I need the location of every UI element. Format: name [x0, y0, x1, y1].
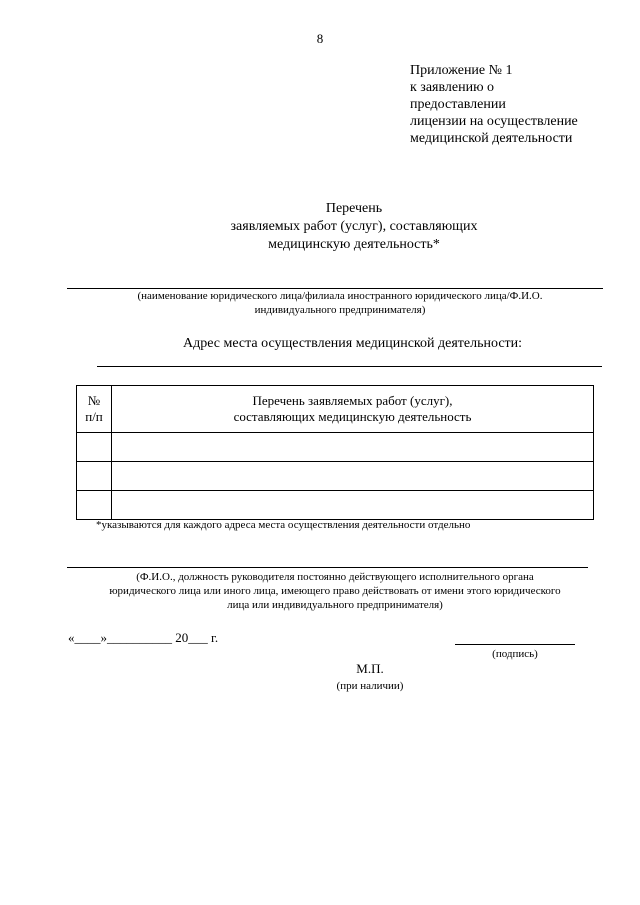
title-line: заявляемых работ (услуг), составляющих [230, 219, 478, 234]
table-row [77, 462, 594, 491]
services-table [76, 385, 594, 520]
appendix-line: к заявлению о [410, 80, 495, 95]
header-text: составляющих медицинскую деятельность [233, 409, 472, 424]
appendix-line: предоставлении [410, 97, 506, 112]
date-open-quote: « [68, 630, 75, 645]
title-line: медицинскую деятельность* [268, 237, 440, 252]
date-year-prefix: 20 [175, 630, 189, 645]
stamp-label: М.П. [356, 661, 384, 676]
appendix-line: медицинской деятельности [410, 131, 573, 146]
date-year-suffix: г. [211, 630, 219, 645]
appendix-line: лицензии на осуществление [410, 114, 578, 129]
date-month-blank[interactable]: __________ [107, 630, 172, 645]
signature-field-line[interactable] [455, 644, 575, 645]
document-title [0, 200, 640, 254]
row-service-cell[interactable] [112, 433, 594, 462]
caption-line: (наименование юридического лица/филиала иностранного юридического лица/Ф.И.О. [137, 290, 543, 302]
caption-line: лица или индивидуального предпринимателя) [227, 599, 443, 611]
caption-line: (Ф.И.О., должность руководителя постоянно действующего исполнительного органа [136, 571, 534, 583]
header-text: № [87, 393, 101, 408]
table-row [77, 491, 594, 520]
row-number-cell[interactable] [77, 491, 112, 520]
title-line: Перечень [325, 201, 383, 216]
stamp-note: (при наличии) [336, 680, 404, 692]
caption-line: юридического лица или иного лица, имеющего право действовать от имени этого юридического [109, 585, 561, 597]
head-caption [60, 570, 610, 612]
date-day-blank[interactable]: ____ [74, 630, 101, 645]
address-field-line[interactable] [97, 366, 602, 367]
page-number: 8 [316, 31, 324, 46]
header-services-list [112, 386, 594, 433]
date-field[interactable] [68, 630, 218, 646]
footnote: *указываются для каждого адреса места осуществления деятельности отдельно [96, 519, 471, 531]
table-header-row [77, 386, 594, 433]
row-service-cell[interactable] [112, 462, 594, 491]
header-number [77, 386, 112, 433]
date-year-blank[interactable]: ___ [188, 630, 208, 645]
row-number-cell[interactable] [77, 462, 112, 491]
legal-entity-caption [60, 289, 620, 317]
address-label: Адрес места осуществления медицинской деятельности: [182, 336, 523, 351]
date-close-quote: » [100, 630, 107, 645]
appendix-line: Приложение № 1 [410, 63, 513, 78]
header-text: Перечень заявляемых работ (услуг), [252, 393, 453, 408]
header-text: п/п [85, 409, 103, 424]
table-row [77, 433, 594, 462]
head-field-line[interactable] [67, 567, 588, 568]
caption-line: индивидуального предпринимателя) [254, 304, 426, 316]
signature-caption: (подпись) [492, 648, 538, 660]
row-service-cell[interactable] [112, 491, 594, 520]
appendix-reference [410, 62, 578, 147]
row-number-cell[interactable] [77, 433, 112, 462]
